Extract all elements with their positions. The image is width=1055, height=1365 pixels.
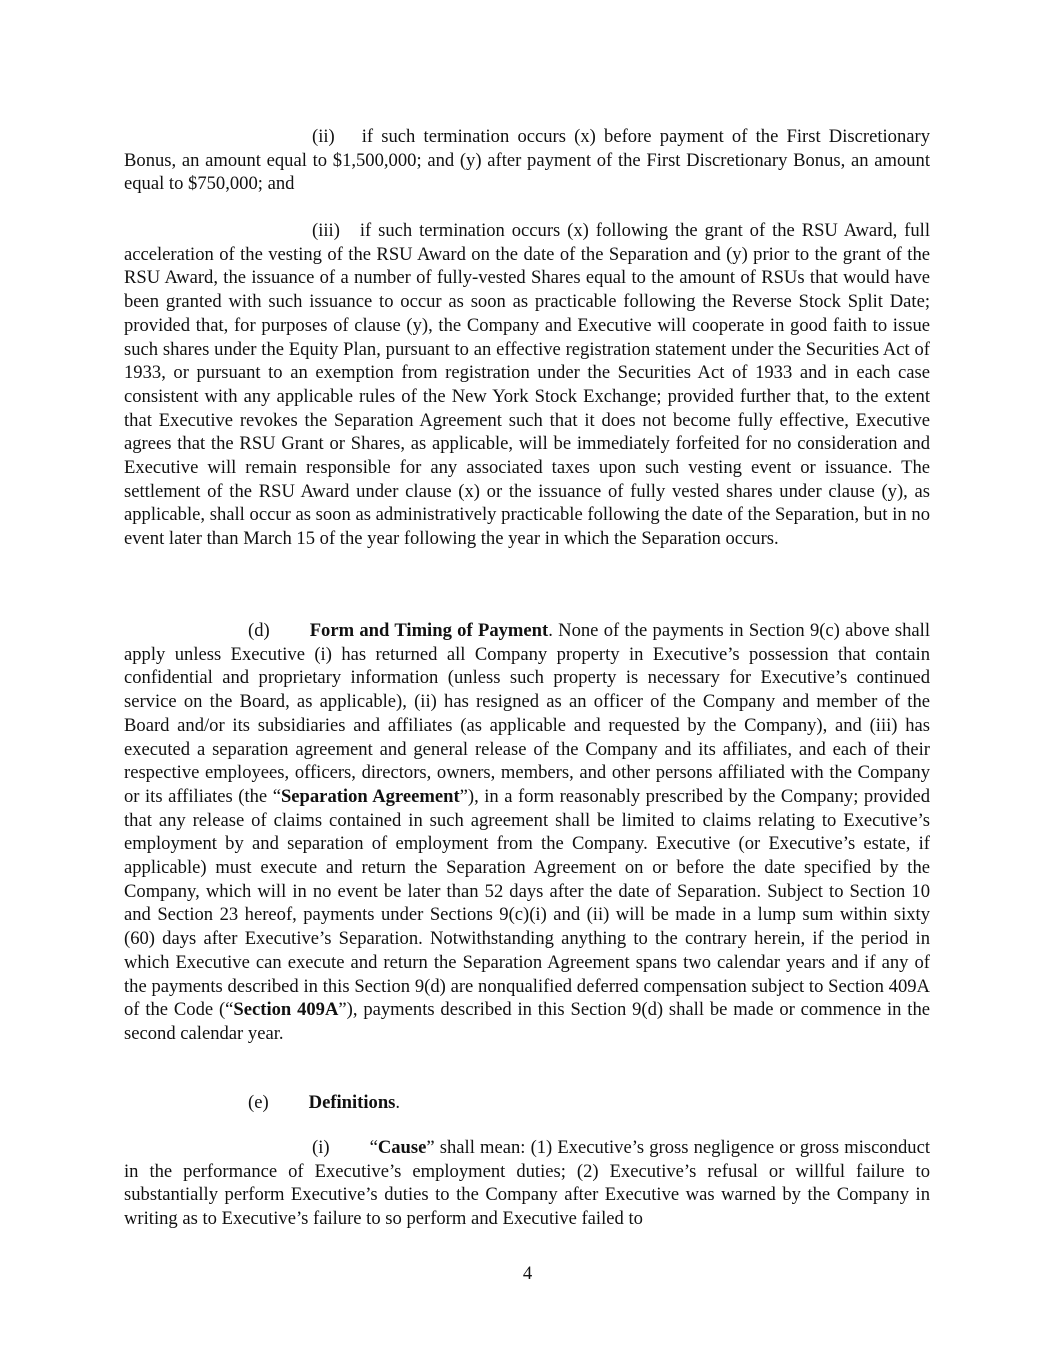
paragraph-text: ” shall mean: (1) Executive’s gross negligence or gross misconduct in the performance of Executive’s employment duties; (2) Executive’s refusal or willful failure to substantially perform Executive’s duties to the Company after Executive was warned by the Company in writing as to Executive’s failure to so perform and Executive failed to (124, 1137, 930, 1230)
open-quote: “ (369, 1137, 378, 1158)
paragraph-e-i (124, 1136, 930, 1231)
section-heading: Definitions (308, 1092, 396, 1113)
paragraph-label: (ii) (312, 126, 335, 147)
defined-term: Section 409A (233, 999, 339, 1021)
defined-term: Cause (377, 1137, 427, 1158)
paragraph-d (124, 619, 930, 1046)
paragraph-text: . None of the payments in Section 9(c) above shall apply unless Executive (i) has returned all Company property in Executive’s possession that contain confidential and proprietary information (unless such property is necessary for Executive’s continued service on the Board, as applicable), (ii) has resigned as an officer of the Company and member of the Board and/or its subsidiaries and affiliates (as applicable and requested by the Company), and (iii) has executed a separation agreement and general release of the Company and its affiliates, and each of their respective employees, officers, directors, owners, members, and other persons affiliated with the Company or its affiliates (the “ (124, 620, 930, 807)
defined-term: Separation Agreement (280, 785, 460, 807)
paragraph-label: (e) (248, 1092, 269, 1113)
paragraph-text: if such termination occurs (x) following the grant of the RSU Award, full acceleration of the vesting of the RSU Award on the date of the Separation and (y) prior to the grant of the RSU Award, the issuance of a number of fully-vested Shares equal to the amount of RSUs that would have been granted with such issuance to occur as soon as practicable following the Reverse Stock Split Date; provided that, for purposes of clause (y), the Company and Executive will cooperate in good faith to issue such shares under the Equity Plan, pursuant to an effective registration statement under the Securities Act of 1933, or pursuant to an exemption from registration under the Securities Act of 1933 and in each case consistent with any applicable rules of the New York Stock Exchange; provided further that, to the extent that Executive revokes the Separation Agreement such that it does not become fully effective, Executive agrees that the RSU Grant or Shares, as applicable, will be immediately forfeited for no consideration and Executive will remain responsible for any associated taxes upon such vesting event or issuance. The settlement of the RSU Award under clause (x) or the issuance of fully vested shares under clause (y), as applicable, shall occur as soon as administratively practicable following the date of the Separation, but in no event later than March 15 of the year following the year in which the Separation occurs. (124, 220, 930, 550)
paragraph-text: ”), in a form reasonably prescribed by the Company; provided that any release of claims contained in such agreement shall be limited to claims relating to Executive’s employment by and separation of employment from the Company. Executive (or Executive’s estate, if applicable) must execute and return the Separation Agreement on or before the date specified by the Company, which will in no event be later than 52 days after the date of Separation. Subject to Section 10 and Section 23 hereof, payments under Sections 9(c)(i) and (ii) will be made in a lump sum within sixty (60) days after Executive’s Separation. Notwithstanding anything to the contrary herein, if the period in which Executive can execute and return the Separation Agreement spans two calendar years and if any of the payments described in this Section 9(d) are nonqualified deferred compensation subject to Section 409A of the Code (“ (124, 785, 930, 1021)
paragraph-label: (d) (248, 620, 270, 641)
section-heading: Form and Timing of Payment (309, 620, 549, 641)
heading-period: . (395, 1092, 401, 1113)
paragraph-text: ”), payments described in this Section 9(d) shall be made or commence in the second calendar year. (124, 999, 931, 1044)
paragraph-ii (124, 125, 930, 196)
paragraph-iii (124, 219, 930, 551)
paragraph-e (124, 1091, 930, 1115)
paragraph-label: (iii) (312, 220, 340, 241)
paragraph-text: if such termination occurs (x) before payment of the First Discretionary Bonus, an amount equal to $1,500,000; and (y) after payment of the First Discretionary Bonus, an amount equal to $750,000; and (124, 126, 930, 195)
paragraph-label: (i) (312, 1137, 330, 1158)
page-number: 4 (522, 1263, 533, 1284)
